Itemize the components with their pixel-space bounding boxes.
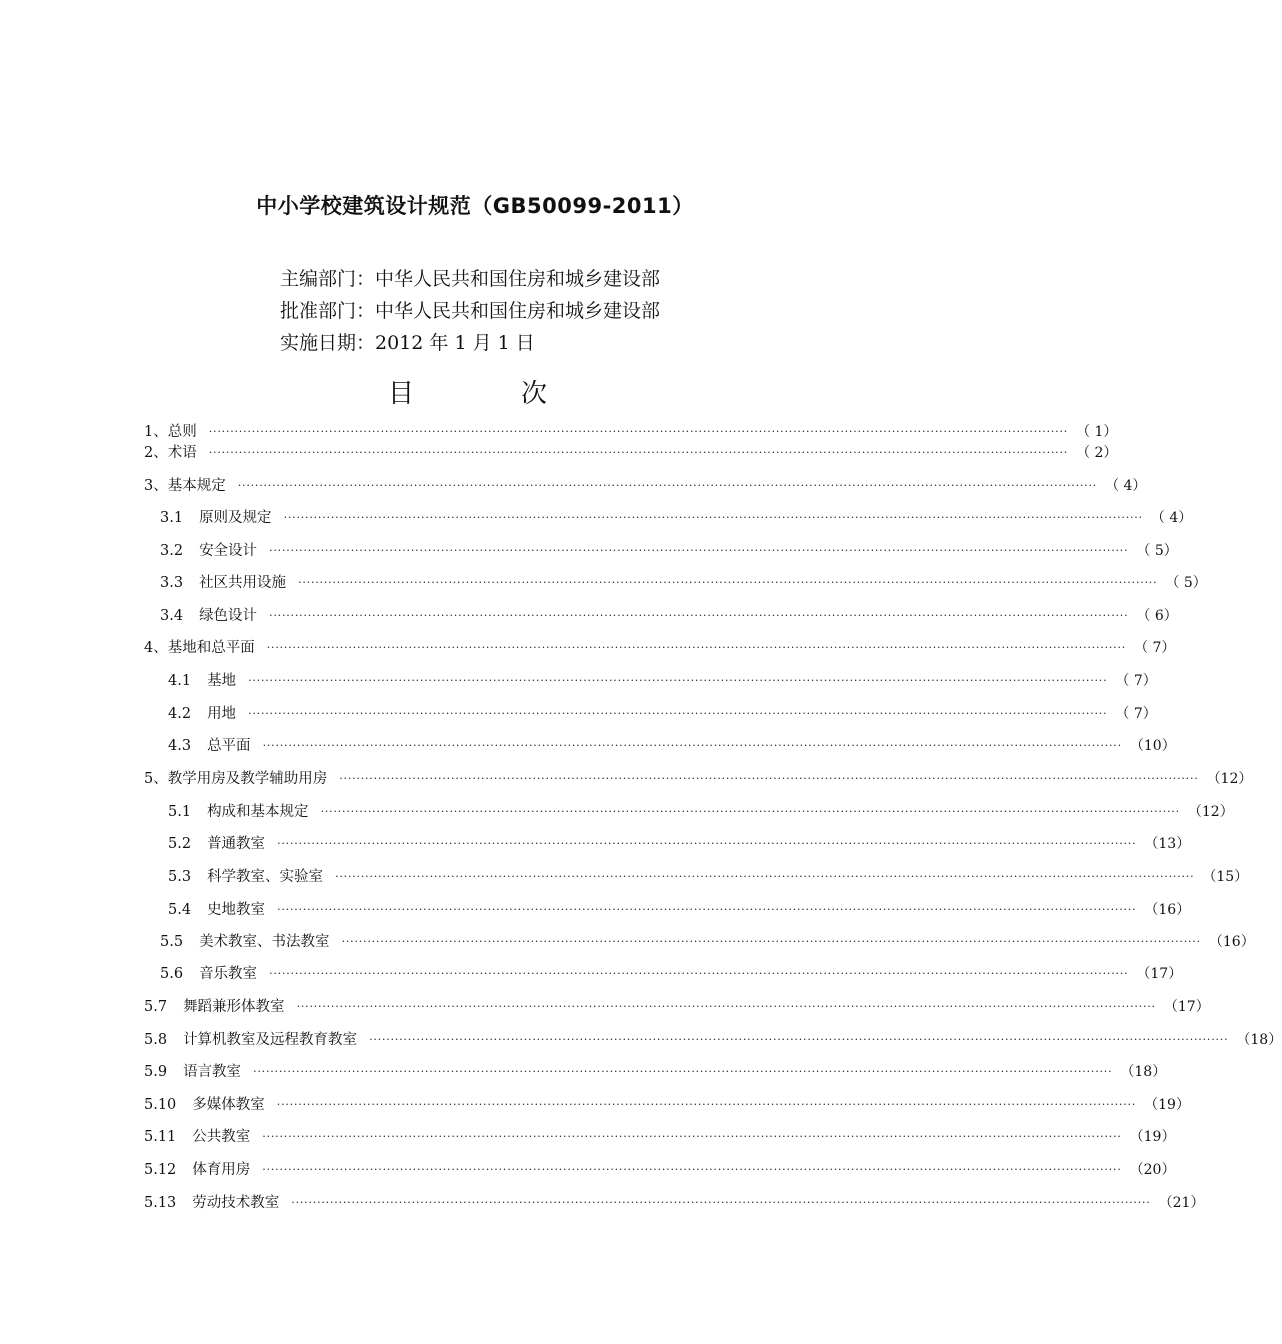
toc-entry[interactable] bbox=[168, 670, 1157, 692]
toc-entry-text: 体育用房 bbox=[192, 1162, 251, 1178]
toc-entry-page: （16） bbox=[1144, 902, 1191, 918]
toc-entry[interactable] bbox=[160, 540, 1178, 562]
toc-entry-text: 舞蹈兼形体教室 bbox=[183, 999, 285, 1015]
toc-entry-number: 3.2 bbox=[160, 543, 184, 559]
toc-entry-text: 用地 bbox=[207, 706, 237, 722]
toc-leader-dots: ········································································································································································································ bbox=[276, 1098, 1137, 1111]
toc-entry-text: 劳动技术教室 bbox=[192, 1195, 280, 1211]
toc-entry-text: 构成和基本规定 bbox=[207, 804, 309, 820]
toc-entry-label bbox=[168, 670, 236, 692]
toc-entry-page: （ 5） bbox=[1165, 575, 1207, 591]
toc-entry-page: （ 7） bbox=[1134, 640, 1176, 656]
toc-leader-dots: ········································································································································································································ bbox=[262, 739, 1122, 752]
toc-entry[interactable] bbox=[144, 1159, 1176, 1181]
toc-entry-page: （ 4） bbox=[1105, 478, 1147, 494]
toc-entry-text: 总平面 bbox=[207, 738, 251, 754]
toc-entry-label bbox=[144, 1029, 357, 1051]
toc-entry[interactable] bbox=[144, 442, 1118, 464]
toc-entry-page: （17） bbox=[1163, 999, 1210, 1015]
toc-entry[interactable] bbox=[144, 637, 1176, 659]
toc-entry-label bbox=[168, 703, 236, 725]
toc-entry[interactable] bbox=[168, 899, 1191, 921]
meta-label: 主编部门： bbox=[280, 268, 376, 290]
toc-leader-dots: ········································································································································································································ bbox=[269, 609, 1129, 622]
toc-leader-dots: ········································································································································································································ bbox=[296, 1000, 1156, 1013]
toc-entry-page: （19） bbox=[1129, 1129, 1176, 1145]
toc-entry-number: 5.5 bbox=[160, 934, 184, 950]
toc-entry[interactable] bbox=[168, 833, 1191, 855]
toc-entry-number: 5.13 bbox=[144, 1195, 177, 1211]
toc-entry-page: （12） bbox=[1206, 771, 1253, 787]
toc-leader-dots: ········································································································································································································ bbox=[253, 1065, 1113, 1078]
toc-leader-dots: ········································································································································································································ bbox=[277, 903, 1137, 916]
toc-entry-label bbox=[144, 1159, 250, 1181]
toc-entry-number: 1、 bbox=[144, 424, 168, 440]
toc-entry-number: 3.3 bbox=[160, 575, 184, 591]
toc-entry-text: 原则及规定 bbox=[199, 510, 272, 526]
toc-entry-page: （10） bbox=[1129, 738, 1176, 754]
toc-entry[interactable] bbox=[160, 572, 1207, 594]
toc-entry-number: 4.1 bbox=[168, 673, 192, 689]
meta-label: 实施日期： bbox=[280, 332, 376, 354]
toc-entry-number: 3、 bbox=[144, 478, 168, 494]
toc-entry-number: 5.9 bbox=[144, 1064, 168, 1080]
toc-entry-label bbox=[160, 963, 257, 985]
toc-entry-label bbox=[160, 605, 257, 627]
toc-entry[interactable] bbox=[144, 421, 1118, 443]
toc-leader-dots: ········································································································································································································ bbox=[335, 870, 1195, 883]
toc-leader-dots: ········································································································································································································ bbox=[277, 837, 1137, 850]
toc-leader-dots: ········································································································································································································ bbox=[262, 1130, 1122, 1143]
toc-entry-text: 术语 bbox=[167, 445, 197, 461]
toc-entry-page: （16） bbox=[1208, 934, 1255, 950]
toc-entry-page: （20） bbox=[1129, 1162, 1176, 1178]
toc-entry-page: （ 7） bbox=[1115, 706, 1157, 722]
meta-value: 中华人民共和国住房和城乡建设部 bbox=[375, 268, 661, 290]
toc-entry-text: 科学教室、实验室 bbox=[207, 869, 324, 885]
toc-leader-dots: ········································································································································································································ bbox=[320, 805, 1180, 818]
toc-leader-dots: ········································································································································································································ bbox=[269, 967, 1129, 980]
toc-heading-left: 目 bbox=[388, 379, 415, 409]
toc-entry-page: （17） bbox=[1136, 966, 1183, 982]
toc-entry-label bbox=[168, 833, 265, 855]
toc-entry-number: 4.2 bbox=[168, 706, 192, 722]
toc-entry-number: 5.7 bbox=[144, 999, 168, 1015]
toc-leader-dots: ········································································································································································································ bbox=[208, 446, 1069, 459]
toc-heading-right: 次 bbox=[521, 379, 548, 409]
toc-entry-label bbox=[144, 1192, 279, 1214]
toc-leader-dots: ········································································································································································································ bbox=[208, 425, 1069, 438]
toc-leader-dots: ········································································································································································································ bbox=[248, 707, 1108, 720]
toc-entry-number: 5.2 bbox=[168, 836, 192, 852]
toc-entry-number: 5.1 bbox=[168, 804, 192, 820]
toc-entry-label bbox=[144, 768, 327, 790]
toc-entry[interactable] bbox=[160, 931, 1255, 953]
toc-entry-label bbox=[160, 507, 272, 529]
toc-entry-text: 基地 bbox=[207, 673, 237, 689]
toc-entry[interactable] bbox=[168, 703, 1157, 725]
toc-leader-dots: ········································································································································································································ bbox=[339, 772, 1199, 785]
toc-leader-dots: ········································································································································································································ bbox=[248, 674, 1108, 687]
toc-leader-dots: ········································································································································································································ bbox=[269, 544, 1129, 557]
toc-entry-label bbox=[160, 540, 257, 562]
meta-value: 2012 年 1 月 1 日 bbox=[375, 332, 535, 354]
toc-leader-dots: ········································································································································································································ bbox=[262, 1163, 1122, 1176]
toc-entry[interactable] bbox=[160, 605, 1178, 627]
toc-entry-text: 公共教室 bbox=[192, 1129, 251, 1145]
toc-entry-page: （ 5） bbox=[1136, 543, 1178, 559]
toc-entry[interactable] bbox=[168, 866, 1249, 888]
toc-entry-text: 安全设计 bbox=[199, 543, 258, 559]
toc-entry[interactable] bbox=[144, 1029, 1282, 1051]
toc-entry[interactable] bbox=[144, 1061, 1167, 1083]
toc-entry-text: 教学用房及教学辅助用房 bbox=[167, 771, 328, 787]
toc-leader-dots: ········································································································································································································ bbox=[283, 511, 1143, 524]
toc-entry[interactable] bbox=[144, 1094, 1190, 1116]
toc-entry-text: 社区共用设施 bbox=[199, 575, 287, 591]
toc-leader-dots: ········································································································································································································ bbox=[291, 1196, 1151, 1209]
toc-entry-page: （ 7） bbox=[1115, 673, 1157, 689]
toc-entry-label bbox=[144, 421, 197, 443]
toc-entry-page: （15） bbox=[1202, 869, 1249, 885]
toc-entry[interactable] bbox=[144, 1192, 1205, 1214]
toc-entry-text: 音乐教室 bbox=[199, 966, 258, 982]
toc-entry-text: 史地教室 bbox=[207, 902, 266, 918]
toc-entry-label bbox=[144, 1061, 241, 1083]
toc-entry-label bbox=[144, 1126, 250, 1148]
toc-entry-text: 基地和总平面 bbox=[167, 640, 255, 656]
toc-entry-label bbox=[168, 899, 265, 921]
toc-entry[interactable] bbox=[144, 996, 1210, 1018]
toc-entry-page: （ 4） bbox=[1150, 510, 1193, 526]
toc-entry-number: 4.3 bbox=[168, 738, 192, 754]
toc-entry[interactable] bbox=[144, 768, 1253, 790]
toc-entry-text: 多媒体教室 bbox=[192, 1097, 265, 1113]
toc-entry-number: 4、 bbox=[144, 640, 168, 656]
toc-entry-page: （21） bbox=[1158, 1195, 1205, 1211]
toc-entry-number: 5.8 bbox=[144, 1032, 168, 1048]
toc-entry-number: 5.3 bbox=[168, 869, 192, 885]
document-title: 中小学校建筑设计规范（GB50099-2011） bbox=[256, 194, 694, 218]
meta-value: 中华人民共和国住房和城乡建设部 bbox=[375, 300, 661, 322]
toc-entry-number: 5、 bbox=[144, 771, 168, 787]
toc-entry-label bbox=[168, 866, 323, 888]
toc-entry-text: 总则 bbox=[167, 424, 197, 440]
toc-entry[interactable] bbox=[144, 475, 1147, 497]
toc-entry-label bbox=[168, 801, 309, 823]
toc-entry-number: 3.4 bbox=[160, 608, 184, 624]
toc-leader-dots: ········································································································································································································ bbox=[369, 1033, 1229, 1046]
toc-entry-label bbox=[144, 996, 285, 1018]
toc-entry-page: （12） bbox=[1187, 804, 1234, 820]
toc-entry[interactable] bbox=[144, 1126, 1176, 1148]
toc-entry[interactable] bbox=[168, 801, 1234, 823]
toc-entry-label bbox=[144, 442, 197, 464]
toc-entry-number: 2、 bbox=[144, 445, 168, 461]
toc-entry-label bbox=[144, 1094, 265, 1116]
toc-leader-dots: ········································································································································································································ bbox=[298, 576, 1158, 589]
toc-entry-text: 普通教室 bbox=[207, 836, 266, 852]
toc-entry-number: 5.4 bbox=[168, 902, 192, 918]
toc-entry-text: 绿色设计 bbox=[199, 608, 258, 624]
toc-entry[interactable] bbox=[160, 507, 1193, 529]
toc-entry-label bbox=[144, 637, 255, 659]
toc-entry-number: 5.12 bbox=[144, 1162, 177, 1178]
toc-entry-number: 5.11 bbox=[144, 1129, 177, 1145]
toc-entry-text: 计算机教室及远程教育教室 bbox=[183, 1032, 358, 1048]
toc-entry-text: 美术教室、书法教室 bbox=[199, 934, 330, 950]
toc-entry[interactable] bbox=[168, 735, 1176, 757]
toc-leader-dots: ········································································································································································································ bbox=[341, 935, 1201, 948]
meta-label: 批准部门： bbox=[280, 300, 376, 322]
toc-entry-text: 基本规定 bbox=[167, 478, 226, 494]
toc-leader-dots: ········································································································································································································ bbox=[237, 479, 1098, 492]
toc-entry-text: 语言教室 bbox=[183, 1064, 242, 1080]
toc-entry-page: （ 1） bbox=[1076, 424, 1118, 440]
toc-entry-number: 5.10 bbox=[144, 1097, 177, 1113]
toc-entry-label bbox=[160, 931, 330, 953]
toc-entry-number: 5.6 bbox=[160, 966, 184, 982]
toc-entry-page: （18） bbox=[1236, 1032, 1282, 1048]
toc-entry-label bbox=[144, 475, 226, 497]
toc-leader-dots: ········································································································································································································ bbox=[266, 641, 1127, 654]
toc-entry[interactable] bbox=[160, 963, 1183, 985]
toc-entry-label bbox=[168, 735, 251, 757]
toc-entry-page: （ 2） bbox=[1076, 445, 1118, 461]
toc-entry-page: （ 6） bbox=[1136, 608, 1178, 624]
toc-entry-label bbox=[160, 572, 286, 594]
toc-entry-page: （19） bbox=[1144, 1097, 1190, 1113]
toc-entry-page: （18） bbox=[1120, 1064, 1167, 1080]
toc-entry-number: 3.1 bbox=[160, 510, 184, 526]
toc-entry-page: （13） bbox=[1144, 836, 1191, 852]
